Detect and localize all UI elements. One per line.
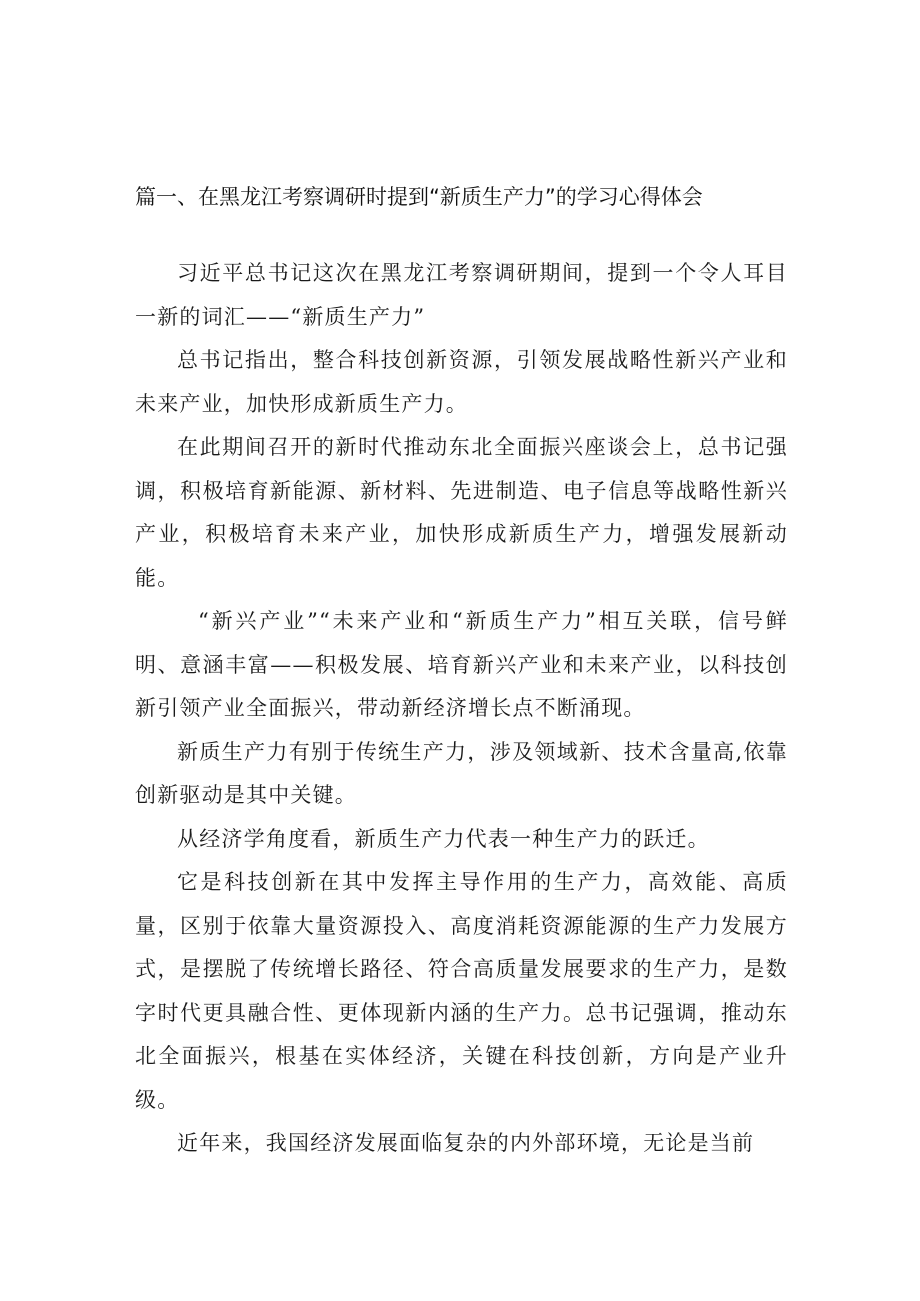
document-body: [135, 252, 788, 1166]
paragraph: 总书记指出，整合科技创新资源，引领发展战略性新兴产业和未来产业，加快形成新质生产力。: [135, 348, 788, 416]
paragraph: 从经济学角度看，新质生产力代表一种生产力的跃迁。: [177, 826, 710, 851]
paragraph: 习近平总书记这次在黑龙江考察调研期间，提到一个令人耳目一新的词汇——“新质生产力”: [135, 261, 788, 329]
paragraph: 新质生产力有别于传统生产力，涉及领域新、技术含量高,依靠创新驱动是其中关键。: [135, 739, 788, 807]
paragraph: 近年来，我国经济发展面临复杂的内外部环境，无论是当前: [177, 1131, 755, 1155]
paragraph: “新兴产业”“未来产业和“新质生产力”相互关联，信号鲜明、意涵丰富——积极发展、培育新兴产业和未来产业，以科技创新引领产业全面振兴，带动新经济增长点不断涌现。: [135, 609, 788, 720]
document-title: 篇一、在黑龙江考察调研时提到“新质生产力”的学习心得体会: [135, 185, 703, 209]
paragraph: 在此期间召开的新时代推动东北全面振兴座谈会上，总书记强调，积极培育新能源、新材料、先进制造、电子信息等战略性新兴产业，积极培育未来产业，加快形成新质生产力，增强发展新动能。: [135, 435, 788, 590]
paragraph: 它是科技创新在其中发挥主导作用的生产力，高效能、高质量，区别于依靠大量资源投入、高度消耗资源能源的生产力发展方式，是摆脱了传统增长路径、符合高质量发展要求的生产力，是数字时代更具融合性、更体现新内涵的生产力。总书记强调，推动东北全面振兴，根基在实体经济，关键在科技创新，方向是产业升级。: [135, 870, 788, 1112]
